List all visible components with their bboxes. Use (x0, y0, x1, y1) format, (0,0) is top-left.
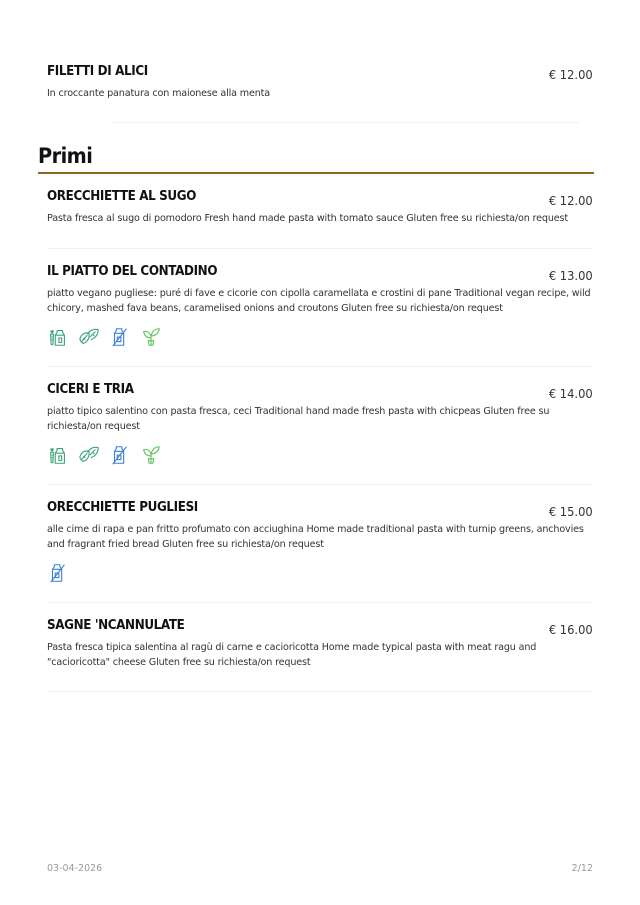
lactose-free-icon (109, 444, 131, 466)
vegetarian-leaves-icon (78, 326, 100, 348)
section-rule (38, 172, 594, 174)
dietary-icons (47, 326, 593, 348)
item-description: alle cime di rapa e pan fritto profumato con acciughina Home made traditional pasta with turnip greens, anchovies and fragrant fried bread Gluten free su richiesta/on request (47, 524, 584, 550)
item-description: piatto tipico salentino con pasta fresca, ceci Traditional hand made fresh pasta with chicpeas Gluten free su richiesta/on request (47, 406, 550, 432)
item-name: SAGNE 'NCANNULATE (47, 618, 185, 633)
dietary-icons (47, 562, 593, 584)
footer-page-number: 2/12 (571, 863, 593, 874)
item-name: FILETTI DI ALICI (47, 64, 148, 79)
item-price: € 12.00 (549, 67, 593, 82)
plant-based-icon (140, 444, 162, 466)
divider (47, 691, 593, 692)
divider (47, 248, 593, 249)
menu-item-sagne-ncannulate (47, 618, 593, 670)
menu-item-il-piatto-del-contadino (47, 264, 593, 348)
item-price: € 15.00 (549, 504, 593, 519)
divider (47, 366, 593, 367)
item-description: piatto vegano pugliese: puré di fave e cicorie con cipolla caramellata e crostini di pane Traditional vegan recipe, wild chicory, mashed fava beans, caramelised onions and croutons Gluten free su richiesta/on request (47, 288, 591, 314)
item-name: IL PIATTO DEL CONTADINO (47, 264, 218, 279)
item-name: ORECCHIETTE AL SUGO (47, 189, 197, 204)
divider (110, 122, 580, 123)
item-price: € 16.00 (549, 622, 593, 637)
divider (47, 602, 593, 603)
plant-based-icon (140, 326, 162, 348)
lactose-free-icon (47, 562, 69, 584)
menu-item-filetti-di-alici (47, 64, 593, 101)
vegan-icon (47, 326, 69, 348)
vegan-icon (47, 444, 69, 466)
lactose-free-icon (109, 326, 131, 348)
item-description: In croccante panatura con maionese alla menta (47, 88, 271, 99)
section-title: Primi (38, 144, 93, 168)
menu-item-ciceri-e-tria (47, 382, 593, 466)
item-description: Pasta fresca al sugo di pomodoro Fresh hand made pasta with tomato sauce Gluten free su richiesta/on request (47, 213, 568, 224)
menu-item-orecchiette-pugliesi (47, 500, 593, 584)
divider (47, 484, 593, 485)
item-price: € 13.00 (549, 268, 593, 283)
menu-item-orecchiette-al-sugo (47, 189, 593, 226)
vegetarian-leaves-icon (78, 444, 100, 466)
item-price: € 14.00 (549, 386, 593, 401)
item-name: ORECCHIETTE PUGLIESI (47, 500, 198, 515)
item-description: Pasta fresca tipica salentina al ragù di carne e cacioricotta Home made typical pasta with meat ragu and "cacioricotta" cheese Gluten free su richiesta/on request (47, 642, 537, 668)
item-name: CICERI E TRIA (47, 382, 134, 397)
footer-date: 03-04-2026 (47, 863, 103, 874)
dietary-icons (47, 444, 593, 466)
item-price: € 12.00 (549, 193, 593, 208)
